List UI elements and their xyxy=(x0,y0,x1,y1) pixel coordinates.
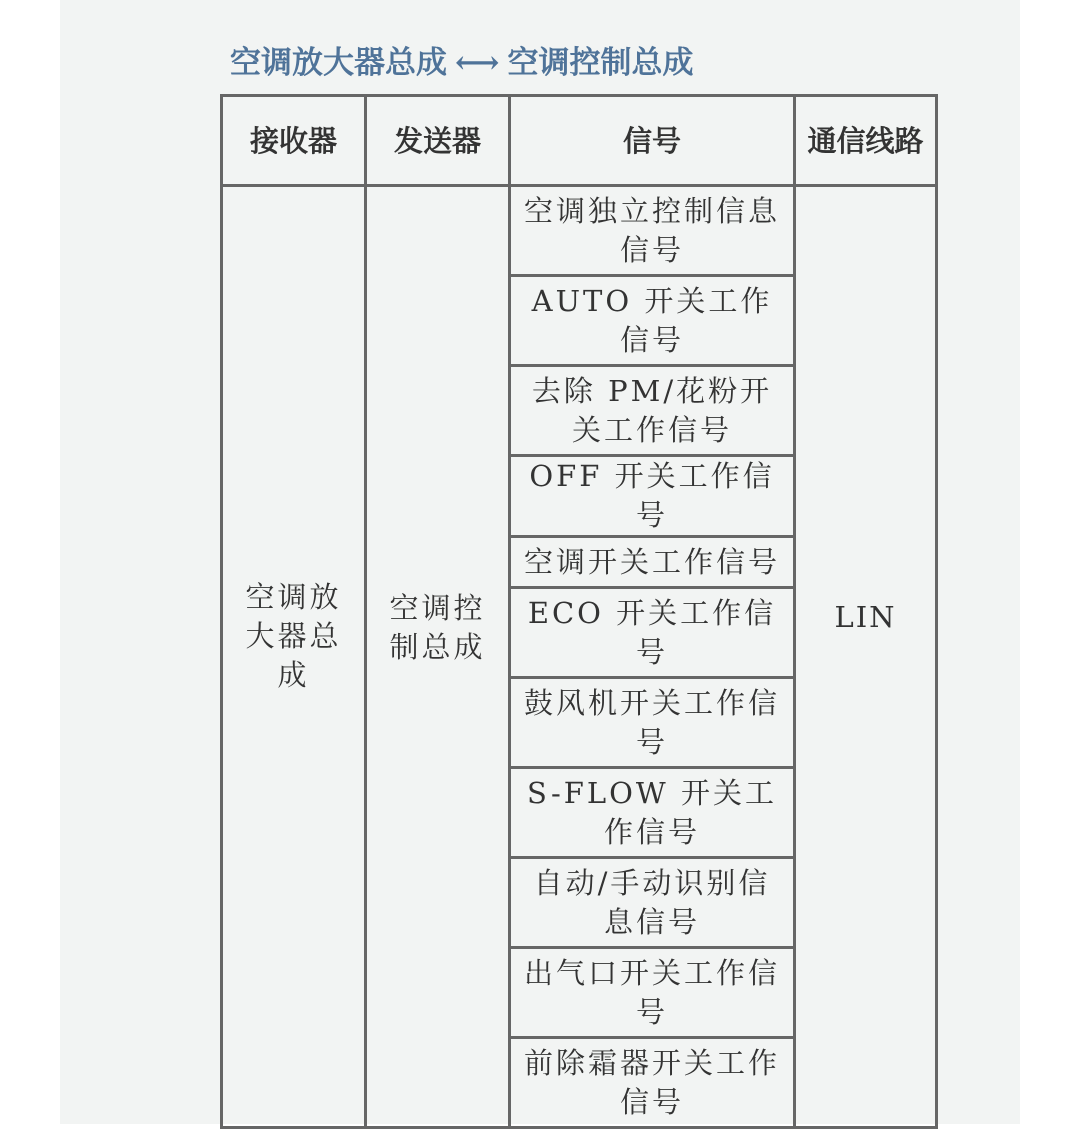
table-row xyxy=(222,186,937,276)
table-header-row xyxy=(222,96,937,186)
sender-text: 空调控制总成 xyxy=(389,590,486,664)
signal-cell: 空调开关工作信号 xyxy=(510,537,795,588)
header-signal: 信号 xyxy=(510,96,795,186)
line-text: LIN xyxy=(834,600,897,634)
signal-table xyxy=(220,94,938,1129)
receiver-cell xyxy=(222,186,366,1128)
line-cell xyxy=(795,186,937,1128)
title-left: 空调放大器总成 xyxy=(230,45,447,81)
header-sender: 发送器 xyxy=(366,96,510,186)
header-line: 通信线路 xyxy=(795,96,937,186)
signal-cell: 自动/手动识别信息信号 xyxy=(510,858,795,948)
signal-cell: S-FLOW 开关工作信号 xyxy=(510,768,795,858)
signal-cell: 空调独立控制信息信号 xyxy=(510,186,795,276)
sender-cell xyxy=(366,186,510,1128)
signal-cell: 出气口开关工作信号 xyxy=(510,948,795,1038)
signal-cell: OFF 开关工作信号 xyxy=(510,456,795,537)
title-right: 空调控制总成 xyxy=(507,45,694,81)
signal-cell: 鼓风机开关工作信号 xyxy=(510,678,795,768)
signal-cell: ECO 开关工作信号 xyxy=(510,588,795,678)
bidirectional-arrow-icon: ⟷ xyxy=(455,45,500,81)
signal-cell: 前除霜器开关工作信号 xyxy=(510,1038,795,1128)
header-receiver: 接收器 xyxy=(222,96,366,186)
signal-cell: AUTO 开关工作信号 xyxy=(510,276,795,366)
receiver-text: 空调放大器总成 xyxy=(245,580,342,692)
section-title xyxy=(230,40,693,86)
signal-cell: 去除 PM/花粉开关工作信号 xyxy=(510,366,795,456)
